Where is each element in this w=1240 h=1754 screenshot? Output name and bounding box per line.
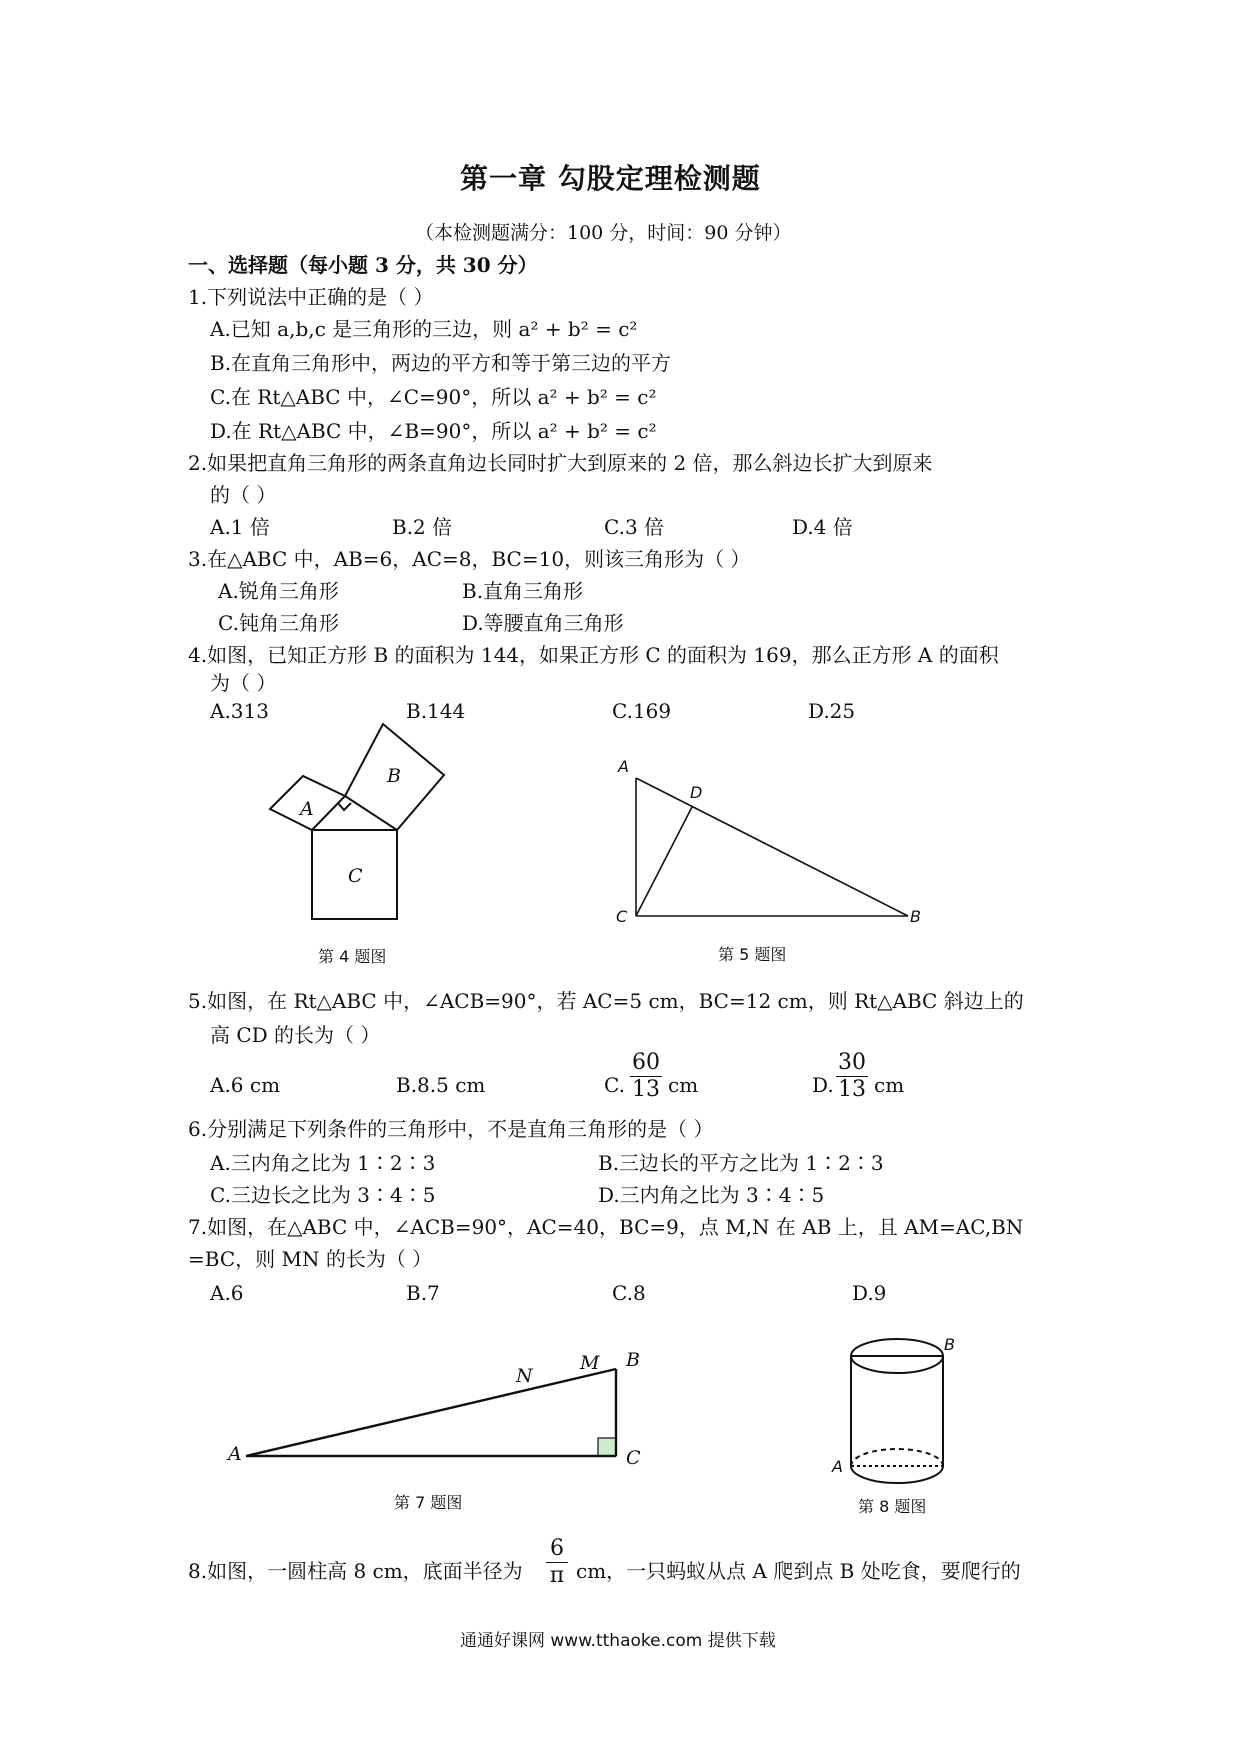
right-angle-mark (338, 803, 351, 810)
q8-stem-prefix: 8.如图，一圆柱高 8 cm，底面半径为 (188, 1559, 523, 1583)
q4-option-d: D.25 (808, 699, 856, 723)
cylinder-bottom-back (851, 1449, 943, 1466)
fig7-label-n: N (516, 1365, 533, 1387)
q5-d-numerator: 30 (838, 1050, 866, 1075)
q3-option-d: D.等腰直角三角形 (462, 611, 624, 635)
fig4-label-b: B (387, 765, 401, 787)
cylinder-bottom-front (851, 1466, 943, 1483)
fig8-caption: 第 8 题图 (858, 1497, 927, 1516)
q5-option-d-fraction (836, 1050, 868, 1103)
altitude-cd (636, 807, 692, 916)
figure-8-cylinder (826, 1326, 976, 1496)
figure-4-squares (260, 720, 460, 950)
hypotenuse-ab (636, 778, 908, 916)
q5-stem-line1: 5.如图，在 Rt△ABC 中，∠ACB=90°，若 AC=5 cm，BC=12 cm，则 Rt△ABC 斜边上的 (188, 989, 1024, 1013)
page-subtitle: （本检测题满分：100 分，时间：90 分钟） (415, 222, 792, 244)
q2-option-d: D.4 倍 (792, 515, 853, 539)
q2-option-c: C.3 倍 (604, 515, 665, 539)
fig7-label-m: M (580, 1352, 600, 1374)
fig4-label-c: C (348, 865, 363, 887)
q2-stem-line2: 的（ ） (210, 483, 277, 507)
q3-stem: 3.在△ABC 中，AB=6，AC=8，BC=10，则该三角形为（ ） (188, 547, 751, 571)
q5-option-d-unit: cm (874, 1073, 905, 1097)
figure-5-triangle (612, 752, 932, 932)
fig7-caption: 第 7 题图 (394, 1493, 463, 1512)
q6-option-a: A.三内角之比为 1∶2∶3 (210, 1151, 436, 1175)
q5-c-numerator: 60 (632, 1050, 660, 1075)
q2-stem-line1: 2.如果把直角三角形的两条直角边长同时扩大到原来的 2 倍，那么斜边长扩大到原来 (188, 451, 933, 475)
q5-option-c-fraction (630, 1050, 662, 1103)
q2-option-a: A.1 倍 (210, 515, 270, 539)
fig7-label-c: C (626, 1447, 641, 1469)
q7-stem-line1: 7.如图，在△ABC 中，∠ACB=90°，AC=40，BC=9，点 M,N 在 AB 上，且 AM=AC,BN (188, 1215, 1024, 1239)
q1-stem: 1.下列说法中正确的是（ ） (188, 285, 434, 309)
q6-option-b: B.三边长的平方之比为 1∶2∶3 (598, 1151, 884, 1175)
q7-stem-line2: =BC，则 MN 的长为（ ） (188, 1247, 433, 1271)
q7-option-b: B.7 (406, 1281, 440, 1305)
fig8-label-b: B (944, 1335, 955, 1354)
fig7-label-a: A (228, 1443, 242, 1465)
q3-option-b: B.直角三角形 (462, 579, 584, 603)
q7-option-d: D.9 (852, 1281, 887, 1305)
q1-option-c: C.在 Rt△ABC 中，∠C=90°，所以 a² + b² = c² (210, 385, 657, 409)
q3-option-c: C.钝角三角形 (218, 611, 339, 635)
q6-stem: 6.分别满足下列条件的三角形中，不是直角三角形的是（ ） (188, 1117, 714, 1141)
q7-option-a: A.6 (210, 1281, 244, 1305)
q8-radius-denominator: π (549, 1563, 565, 1588)
q5-c-denominator: 13 (632, 1077, 660, 1102)
q1-option-a: A.已知 a,b,c 是三角形的三边，则 a² + b² = c² (210, 317, 638, 341)
q5-option-c-unit: cm (668, 1073, 699, 1097)
q5-stem-line2: 高 CD 的长为（ ） (210, 1023, 381, 1047)
fig7-label-b: B (626, 1349, 640, 1371)
q4-option-c: C.169 (612, 699, 672, 723)
fig5-label-c: C (616, 907, 628, 926)
q8-radius-fraction (546, 1536, 568, 1589)
q7-option-c: C.8 (612, 1281, 646, 1305)
page-footer: 通通好课网 www.tthaoke.com 提供下载 (460, 1631, 776, 1651)
side-ab (246, 1369, 616, 1456)
fig4-label-a: A (300, 798, 314, 820)
q6-option-d: D.三内角之比为 3∶4∶5 (598, 1183, 825, 1207)
fig5-label-b: B (910, 907, 921, 926)
q5-option-d-prefix: D. (812, 1073, 834, 1097)
q1-option-b: B.在直角三角形中，两边的平方和等于第三边的平方 (210, 351, 672, 375)
fig5-label-d: D (690, 783, 703, 802)
page-title: 第一章 勾股定理检测题 (460, 162, 761, 195)
fig5-label-a: A (618, 757, 629, 776)
fig5-caption: 第 5 题图 (718, 945, 787, 964)
q4-stem-line2: 为（ ） (210, 671, 277, 695)
right-angle-box (598, 1438, 616, 1456)
q4-option-a: A.313 (210, 699, 269, 723)
figure-7-triangle (222, 1340, 662, 1480)
q4-option-b: B.144 (406, 699, 466, 723)
q6-option-c: C.三边长之比为 3∶4∶5 (210, 1183, 436, 1207)
q5-option-b: B.8.5 cm (396, 1073, 486, 1097)
q5-option-c-prefix: C. (604, 1073, 625, 1097)
q3-option-a: A.锐角三角形 (218, 579, 339, 603)
q8-stem-suffix: cm，一只蚂蚁从点 A 爬到点 B 处吃食，要爬行的 (576, 1559, 1021, 1583)
section-heading: 一、选择题（每小题 3 分，共 30 分） (188, 253, 538, 277)
q1-option-d: D.在 Rt△ABC 中，∠B=90°，所以 a² + b² = c² (210, 419, 657, 443)
fig4-caption: 第 4 题图 (318, 947, 387, 966)
fig8-label-a: A (832, 1457, 843, 1476)
q2-option-b: B.2 倍 (392, 515, 453, 539)
q5-d-denominator: 13 (838, 1077, 866, 1102)
q4-stem-line1: 4.如图，已知正方形 B 的面积为 144，如果正方形 C 的面积为 169，那么正方形 A 的面积 (188, 643, 999, 667)
q8-radius-numerator: 6 (546, 1536, 568, 1563)
q5-option-a: A.6 cm (210, 1073, 281, 1097)
